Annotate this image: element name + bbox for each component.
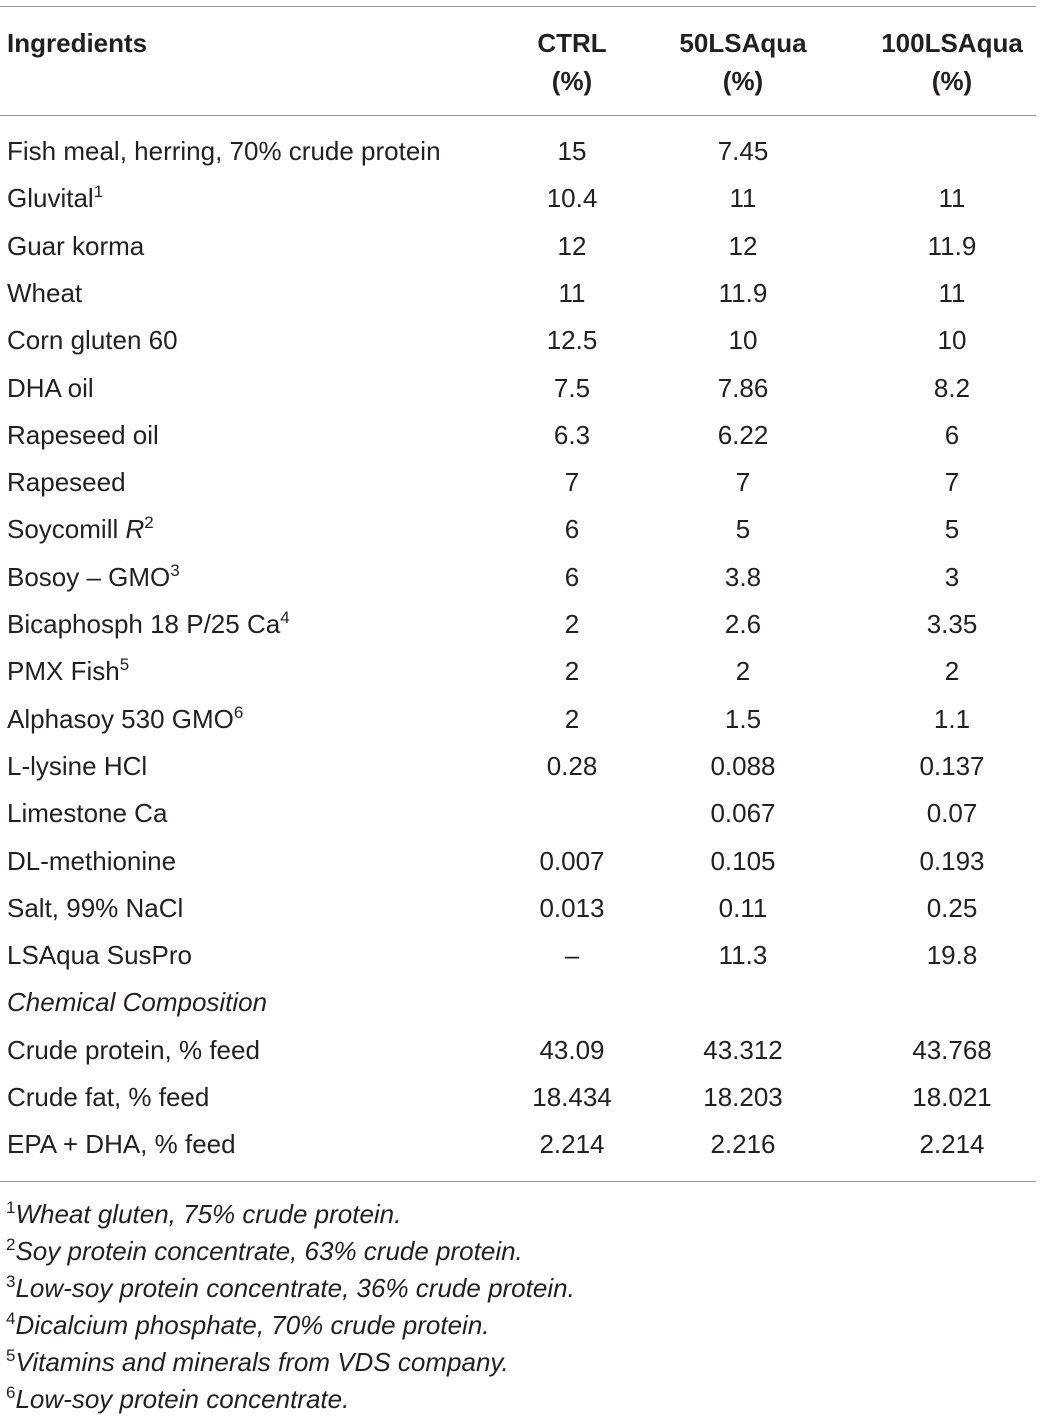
table-row: [0, 223, 1040, 270]
composition-name: Crude fat, % feed: [7, 1082, 210, 1112]
table-bottom-rule: [0, 1181, 1036, 1182]
footnote-number: 3: [6, 1272, 16, 1291]
cell-value: 0.105: [710, 845, 776, 876]
ingredient-name: Bicaphosph 18 P/25 Ca$^4$: [7, 608, 290, 639]
footnote: [6, 1196, 1036, 1233]
cell-value: 8.2: [933, 372, 971, 403]
footnote-text: Low-soy protein concentrate, 36% crude protein.: [15, 1273, 575, 1303]
cell-value: 15: [557, 136, 587, 166]
cell-value: 6.22: [717, 419, 769, 450]
table-top-rule: [0, 6, 1036, 7]
cell-value: 0.25: [926, 892, 978, 923]
cell-value: 0.11: [718, 892, 768, 923]
table-row: [0, 554, 1040, 601]
cell-value: 1.1: [933, 703, 971, 734]
table-row: [0, 1121, 1040, 1168]
footnote-marker: 2: [144, 513, 154, 533]
cell-value: 11: [938, 277, 966, 308]
table-row: [0, 270, 1040, 317]
table-row: [0, 885, 1040, 932]
cell-value: 43.09: [539, 1034, 605, 1065]
cell-value: 5: [944, 514, 960, 545]
ingredient-name: DHA oil: [7, 372, 94, 403]
ingredient-name: Bosoy – GMO$^3$: [7, 560, 180, 592]
ingredient-name: Fish meal, herring, 70% crude protein: [7, 136, 441, 166]
header-ctrl-unit: (%): [551, 66, 593, 96]
table-row: [0, 743, 1040, 790]
cell-value: 0.007: [539, 845, 605, 876]
cell-value: 3.35: [926, 609, 978, 639]
cell-value: 2.214: [919, 1129, 985, 1160]
cell-value: 6: [564, 561, 580, 592]
cell-value: 7: [735, 467, 751, 498]
cell-value: 1.5: [724, 703, 762, 734]
table-row: [0, 601, 1040, 648]
table-row: [0, 412, 1040, 459]
cell-value: 7: [944, 467, 960, 498]
cell-value: 2: [564, 656, 580, 687]
cell-value: 2: [735, 656, 751, 687]
ingredient-name: DL-methionine: [7, 845, 177, 876]
cell-value: 0.28: [546, 750, 598, 781]
footnote: [6, 1233, 1036, 1270]
table-row: [0, 317, 1040, 364]
cell-value: 0.137: [919, 750, 985, 781]
ingredient-name: Rapeseed: [7, 467, 126, 498]
ingredient-name: L-lysine HCl: [7, 750, 148, 781]
cell-value: 0.07: [926, 798, 978, 829]
cell-value: 18.203: [703, 1082, 783, 1112]
cell-value: 10: [937, 325, 967, 356]
footnotes: [6, 1196, 1036, 1418]
cell-value: 11: [558, 277, 586, 308]
footnote-text: Vitamins and minerals from VDS company.: [15, 1347, 509, 1377]
footnote-marker: 5: [119, 655, 130, 675]
header-ingredients: Ingredients: [7, 28, 148, 58]
cell-value: 43.768: [912, 1034, 992, 1065]
header-100lsaqua: [852, 24, 1040, 100]
footnote-number: 5: [6, 1346, 16, 1365]
cell-value: 10: [728, 325, 758, 356]
cell-value: 0.193: [919, 845, 985, 876]
table-row: [0, 506, 1040, 553]
table-row: [0, 696, 1040, 743]
cell-value: 11.9: [718, 277, 768, 308]
table-row: [0, 648, 1040, 695]
footnote-text: Low-soy protein concentrate.: [15, 1384, 350, 1414]
header-50lsaqua: [643, 24, 843, 100]
header-50lsaqua-unit: (%): [722, 66, 764, 96]
cell-value: 10.4: [546, 183, 598, 214]
header-ctrl: [472, 24, 672, 100]
footnote-marker: 3: [170, 560, 180, 580]
cell-value: 12: [728, 230, 758, 261]
ingredient-name: Wheat: [7, 277, 83, 308]
cell-value: 11: [729, 183, 757, 214]
header-100lsaqua-name: 100LSAqua: [881, 28, 1023, 58]
header-ctrl-name: CTRL: [537, 28, 607, 58]
table-row: [0, 932, 1040, 979]
cell-value: 19.8: [926, 940, 978, 971]
footnote-text: Soy protein concentrate, 63% crude protein.: [15, 1236, 523, 1266]
footnote-number: 4: [6, 1309, 16, 1328]
cell-value: 2.216: [710, 1129, 776, 1160]
footnote-marker: 6: [233, 702, 244, 722]
cell-value: 6.3: [553, 419, 591, 450]
footnote: [6, 1307, 1036, 1344]
footnote-number: 1: [6, 1198, 16, 1217]
cell-value: 3: [944, 561, 960, 592]
table-row: [0, 459, 1040, 506]
cell-value: –: [564, 940, 580, 971]
ingredient-name: Rapeseed oil: [7, 419, 159, 450]
cell-value: 0.013: [539, 892, 605, 923]
table-row: [0, 838, 1040, 885]
cell-value: 2: [564, 703, 580, 734]
ingredient-name: LSAqua SusPro: [7, 940, 193, 971]
footnote-text: Dicalcium phosphate, 70% crude protein.: [15, 1310, 490, 1340]
footnote-marker: 4: [280, 608, 290, 627]
cell-value: 0.088: [710, 750, 776, 781]
footnote: [6, 1381, 1036, 1418]
cell-value: 12: [557, 230, 587, 261]
cell-value: 7: [564, 467, 580, 498]
footnote: [6, 1344, 1036, 1381]
cell-value: 11: [938, 183, 966, 214]
cell-value: 6: [564, 514, 580, 545]
ingredient-name: Alphasoy 530 GMO$^6$: [7, 702, 244, 734]
composition-name: EPA + DHA, % feed: [7, 1129, 236, 1160]
footnote: [6, 1270, 1036, 1307]
cell-value: 11.3: [718, 940, 768, 971]
table-header: [0, 24, 1040, 104]
table-row: [0, 1027, 1040, 1074]
cell-value: 0.067: [710, 798, 776, 829]
ingredient-name-italic: R: [125, 514, 145, 545]
cell-value: 7.5: [553, 372, 591, 403]
footnote-text: Wheat gluten, 75% crude protein.: [15, 1199, 402, 1229]
cell-value: 12.5: [546, 325, 598, 356]
footnote-number: 2: [6, 1235, 16, 1254]
cell-value: 7.86: [717, 372, 769, 403]
cell-value: 2.214: [539, 1129, 605, 1160]
table-row: [0, 128, 1040, 175]
ingredient-name: Soycomill $R^2$: [7, 513, 154, 545]
footnote-marker: 1: [93, 182, 104, 202]
cell-value: 2.6: [724, 609, 762, 639]
header-50lsaqua-name: 50LSAqua: [679, 28, 807, 58]
header-rule: [0, 115, 1036, 116]
table-row: [0, 175, 1040, 222]
ingredient-name: Guar korma: [7, 230, 145, 261]
cell-value: 43.312: [703, 1034, 783, 1065]
cell-value: 11.9: [927, 230, 977, 261]
composition-name: Crude protein, % feed: [7, 1034, 260, 1065]
cell-value: 2: [564, 609, 580, 639]
section-label: Chemical Composition: [7, 987, 268, 1018]
cell-value: 18.434: [532, 1082, 612, 1112]
cell-value: 6: [944, 419, 960, 450]
ingredient-name: PMX Fish$^5$: [7, 655, 130, 687]
table-row: [0, 1074, 1040, 1121]
section-label-row: [0, 979, 1040, 1026]
ingredient-name: Gluvital$^1$: [7, 182, 104, 214]
cell-value: 3.8: [724, 561, 762, 592]
ingredient-name: Limestone Ca: [7, 798, 168, 829]
table-row: [0, 790, 1040, 837]
ingredient-name: Corn gluten 60: [7, 325, 178, 356]
cell-value: 2: [944, 656, 960, 687]
header-100lsaqua-unit: (%): [931, 66, 973, 96]
table-row: [0, 365, 1040, 412]
ingredient-name: Salt, 99% NaCl: [7, 892, 184, 923]
cell-value: 7.45: [717, 136, 769, 166]
cell-value: 5: [735, 514, 751, 545]
footnote-number: 6: [6, 1383, 16, 1402]
cell-value: 18.021: [912, 1082, 992, 1112]
